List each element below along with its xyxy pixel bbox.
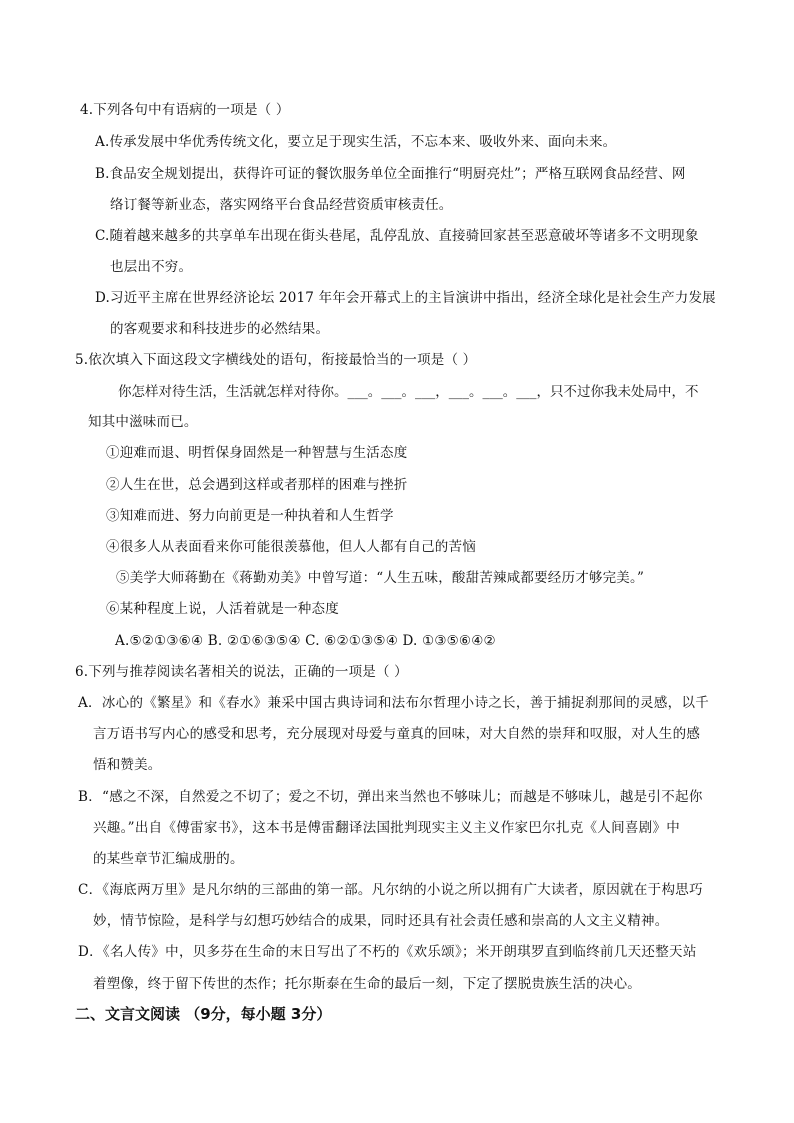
question-4-option-c-line1: C.随着越来越多的共享单车出现在街头巷尾，乱停乱放、直接骑回家甚至恶意破坏等诸多不文明现象 xyxy=(95,228,699,244)
question-4-option-b-line2: 络订餐等新业态，落实网络平台食品经营资质审核责任。 xyxy=(110,197,453,213)
section-2-heading: 二、文言文阅读 （9分，每小题 3分） xyxy=(75,1005,332,1023)
question-5-options: A.⑤②①③⑥④ B. ②①⑥③⑤④ C. ⑥②①③⑤④ D. ①③⑤⑥④② xyxy=(115,633,496,649)
question-6-option-a-line3: 悟和赞美。 xyxy=(93,757,162,773)
question-6-option-d-line1: D．《名人传》中，贝多芬在生命的末日写出了不朽的《欢乐颂》；米开朗琪罗直到临终前几天还整天站 xyxy=(78,944,697,960)
question-6-option-c-line2: 妙，情节惊险，是科学与幻想巧妙结合的成果，同时还具有社会责任感和崇高的人文主义精神。 xyxy=(93,913,669,929)
question-6-option-b-line3: 的某些章节汇编成册的。 xyxy=(93,851,244,867)
question-4-option-c-line2: 也层出不穷。 xyxy=(110,259,193,275)
question-4-option-d-line1: D.习近平主席在世界经济论坛 2017 年年会开幕式上的主旨演讲中指出，经济全球化是社会生产力发展 xyxy=(95,290,716,306)
question-5-sentence-2: ②人生在世，总会遇到这样或者那样的困难与挫折 xyxy=(106,477,408,493)
question-6-option-c-line1: C．《海底两万里》是凡尔纳的三部曲的第一部。凡尔纳的小说之所以拥有广大读者，原因就在于构思巧 xyxy=(78,882,703,898)
question-6-option-a-line1: A．冰心的《繁星》和《春水》兼采中国古典诗词和法布尔哲理小诗之长，善于捕捉刹那间的灵感，以千 xyxy=(78,695,710,711)
question-4-option-d-line2: 的客观要求和科技进步的必然结果。 xyxy=(110,321,330,337)
question-6-option-a-line2: 言万语书写内心的感受和思考，充分展现对母爱与童真的回味，对大自然的崇拜和叹服，对人生的感 xyxy=(93,726,701,742)
question-6-option-d-line2: 着塑像，终于留下传世的杰作；托尔斯泰在生命的最后一刻，下定了摆脱贵族生活的决心。 xyxy=(93,976,641,992)
question-5-passage-line2: 知其中滋味而已。 xyxy=(88,414,198,430)
question-6-option-b-line1: B．“感之不深，自然爱之不切了；爱之不切，弹出来当然也不够味儿；而越是不够味儿，越是引不起你 xyxy=(78,789,703,805)
question-5-sentence-5: ⑤美学大师蒋勤在《蒋勤劝美》中曾写道：“人生五味，酸甜苦辣咸都要经历才够完美。” xyxy=(116,570,645,586)
question-5-sentence-1: ①迎难而退、明哲保身固然是一种智慧与生活态度 xyxy=(106,445,408,461)
question-5-sentence-4: ④很多人从表面看来你可能很羡慕他，但人人都有自己的苦恼 xyxy=(106,539,476,555)
question-5-sentence-3: ③知难而进、努力向前更是一种执着和人生哲学 xyxy=(106,508,394,524)
question-5-stem: 5.依次填入下面这段文字横线处的语句，衔接最恰当的一项是（ ） xyxy=(75,352,477,368)
question-5-passage-line1: 你怎样对待生活，生活就怎样对待你。___。___。___，___。___。___，只不过你我未处局中，不 xyxy=(118,384,699,400)
question-4-stem: 4.下列各句中有语病的一项是（ ） xyxy=(80,102,290,118)
question-4-option-b-line1: B.食品安全规划提出，获得许可证的餐饮服务单位全面推行“明厨亮灶”；严格互联网食品经营、网 xyxy=(95,166,686,182)
question-6-stem: 6.下列与推荐阅读名著相关的说法，正确的一项是（ ） xyxy=(75,664,408,680)
question-4-option-a: A.传承发展中华优秀传统文化，要立足于现实生活，不忘本来、吸收外来、面向未来。 xyxy=(95,134,617,150)
question-6-option-b-line2: 兴趣。”出自《傅雷家书》，这本书是傅雷翻译法国批判现实主义主义作家巴尔扎克《人间喜剧》中 xyxy=(93,820,681,836)
question-5-sentence-6: ⑥某种程度上说，人活着就是一种态度 xyxy=(106,601,339,617)
